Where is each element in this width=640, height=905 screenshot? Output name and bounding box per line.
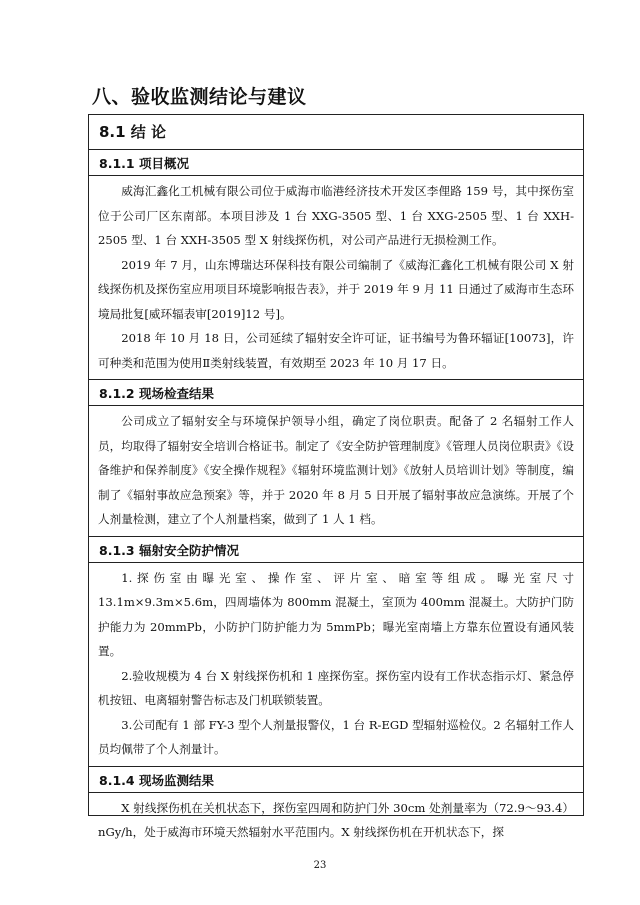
protection-body <box>89 563 583 767</box>
paragraph: 公司成立了辐射安全与环境保护领导小组，确定了岗位职责。配备了 2 名辐射工作人员，均取得了辐射安全培训合格证书。制定了《安全防护管理制度》《管理人员岗位职责》《设备维护和保养制度》《安全操作规程》《辐射环境监测计划》《放射人员培训计划》等制度，编制了《辐射事故应急预案》等，并于 2020 年 8 月 5 日开展了辐射事故应急演练。开展了个人剂量检测，建立了个人剂量档案，做到了 1 人 1 档。 <box>98 414 574 526</box>
paragraph: 威海汇鑫化工机械有限公司位于威海市临港经济技术开发区李俚路 159 号，其中探伤室位于公司厂区东南部。本项目涉及 1 台 XXG-3505 型、1 台 XXG-2505 型、1 台 XXH-2505 型、1 台 XXH-3505 型 X 射线探伤机，对公司产品进行无损检测工作。 <box>98 184 574 247</box>
paragraph: 2018 年 10 月 18 日，公司延续了辐射安全许可证，证书编号为鲁环辐证[10073]，许可种类和范围为使用Ⅱ类射线装置，有效期至 2023 年 10 月 17 日。 <box>98 331 574 370</box>
paragraph: X 射线探伤机在关机状态下，探伤室四周和防护门外 30cm 处剂量率为（72.9～93.4）nGy/h，处于威海市环境天然辐射水平范围内。X 射线探伤机在开机状态下，探 <box>98 800 574 839</box>
subsection-heading-overview: 8.1.1 项目概况 <box>89 150 583 176</box>
chapter-title: 八、验收监测结论与建议 <box>92 86 307 108</box>
subsection-heading-protection: 8.1.3 辐射安全防护情况 <box>89 537 583 563</box>
monitoring-body <box>89 793 583 849</box>
paragraph: 3.公司配有 1 部 FY-3 型个人剂量报警仪，1 台 R-EGD 型辐射巡检仪。2 名辐射工作人员均佩带了个人剂量计。 <box>98 717 574 756</box>
paragraph: 2.验收规模为 4 台 X 射线探伤机和 1 座探伤室。探伤室内设有工作状态指示灯、紧急停机按钮、电离辐射警告标志及门机联锁装置。 <box>98 668 574 707</box>
paragraph: 1.探伤室由曝光室、操作室、评片室、暗室等组成。曝光室尺寸 13.1m×9.3m×5.6m，四周墙体为 800mm 混凝土，室顶为 400mm 混凝土。大防护门防护能力为 20mmPb，小防护门防护能力为 5mmPb；曝光室南墙上方靠东位置设有通风装置。 <box>98 570 574 658</box>
overview-body <box>89 176 583 380</box>
paragraph: 2019 年 7 月，山东博瑞达环保科技有限公司编制了《威海汇鑫化工机械有限公司 X 射线探伤机及探伤室应用项目环境影响报告表》，并于 2019 年 9 月 11 日通过了威海市生态环境局批复[威环辐表审[2019]12 号]。 <box>98 257 574 321</box>
inspection-body <box>89 406 583 537</box>
section-heading: 8.1 结 论 <box>89 115 583 150</box>
conclusion-table <box>88 114 584 839</box>
subsection-heading-inspection: 8.1.2 现场检查结果 <box>89 380 583 406</box>
page-number: 23 <box>313 860 327 871</box>
subsection-heading-monitoring: 8.1.4 现场监测结果 <box>89 767 583 793</box>
